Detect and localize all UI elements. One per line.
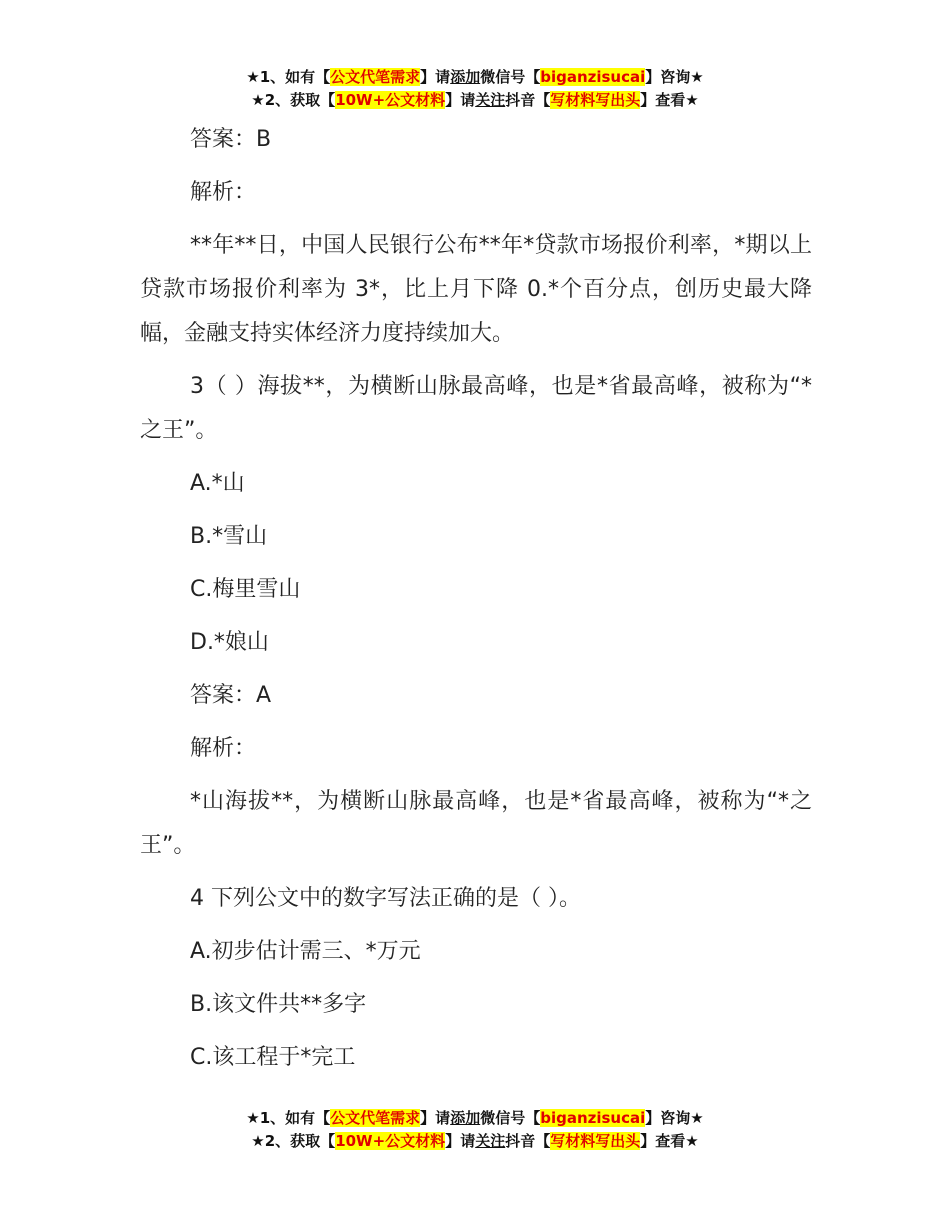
answer-line: 答案：B: [190, 127, 272, 152]
banner-highlight: 10W+公文材料: [335, 1132, 446, 1150]
option-a: A.*山: [190, 471, 245, 496]
option-a: A.初步估计需三、*万元: [190, 939, 421, 964]
banner-line-1: [0, 66, 950, 89]
analysis-text: **年**日，中国人民银行公布**年*贷款市场报价利率，*期以上贷款市场报价利率为 3*，比上月下降 0.*个百分点，创历史最大降幅，金融支持实体经济力度持续加大。: [140, 233, 812, 346]
banner-text: 】查看★: [640, 1132, 699, 1150]
banner-text: 】请: [445, 91, 476, 109]
option-c: C.梅里雪山: [190, 577, 301, 602]
question-3: 3（ ）海拔**，为横断山脉最高峰，也是*省最高峰，被称为“*之王”。: [140, 374, 812, 443]
document-body: [140, 118, 812, 1089]
banner-text: ★2、获取【: [251, 91, 336, 109]
banner-highlight: 公文代笔需求: [330, 68, 421, 86]
banner-text: 】请: [420, 68, 451, 86]
banner-highlight: biganzisucai: [540, 1109, 646, 1127]
footer-banner: [0, 1107, 950, 1153]
banner-text: 微信号【: [480, 1109, 541, 1127]
header-banner: [0, 66, 950, 112]
banner-underlined: 关注: [475, 91, 506, 109]
banner-text: 抖音【: [505, 1132, 551, 1150]
banner-text: 】咨询★: [645, 68, 704, 86]
banner-text: 】请: [420, 1109, 451, 1127]
banner-text: 抖音【: [505, 91, 551, 109]
analysis-text: *山海拔**，为横断山脉最高峰，也是*省最高峰，被称为“*之王”。: [140, 789, 812, 858]
answer-line: 答案：A: [190, 683, 272, 708]
banner-highlight: biganzisucai: [540, 68, 646, 86]
banner-text: 】请: [445, 1132, 476, 1150]
analysis-label: 解析：: [190, 736, 257, 761]
banner-highlight: 写材料写出头: [550, 1132, 641, 1150]
option-c: C.该工程于*完工: [190, 1045, 356, 1070]
banner-text: 微信号【: [480, 68, 541, 86]
banner-text: ★2、获取【: [251, 1132, 336, 1150]
banner-highlight: 公文代笔需求: [330, 1109, 421, 1127]
banner-line-2: [0, 89, 950, 112]
banner-highlight: 写材料写出头: [550, 91, 641, 109]
analysis-label: 解析：: [190, 180, 257, 205]
question-4: 4 下列公文中的数字写法正确的是（ ）。: [190, 886, 581, 911]
banner-underlined: 关注: [475, 1132, 506, 1150]
option-b: B.该文件共**多字: [190, 992, 367, 1017]
banner-line-2: [0, 1130, 950, 1153]
option-b: B.*雪山: [190, 524, 268, 549]
banner-text: 】查看★: [640, 91, 699, 109]
banner-highlight: 10W+公文材料: [335, 91, 446, 109]
banner-text: 】咨询★: [645, 1109, 704, 1127]
banner-underlined: 添加: [450, 1109, 481, 1127]
option-d: D.*娘山: [190, 630, 269, 655]
banner-line-1: [0, 1107, 950, 1130]
banner-text: ★1、如有【: [246, 68, 331, 86]
banner-underlined: 添加: [450, 68, 481, 86]
banner-text: ★1、如有【: [246, 1109, 331, 1127]
